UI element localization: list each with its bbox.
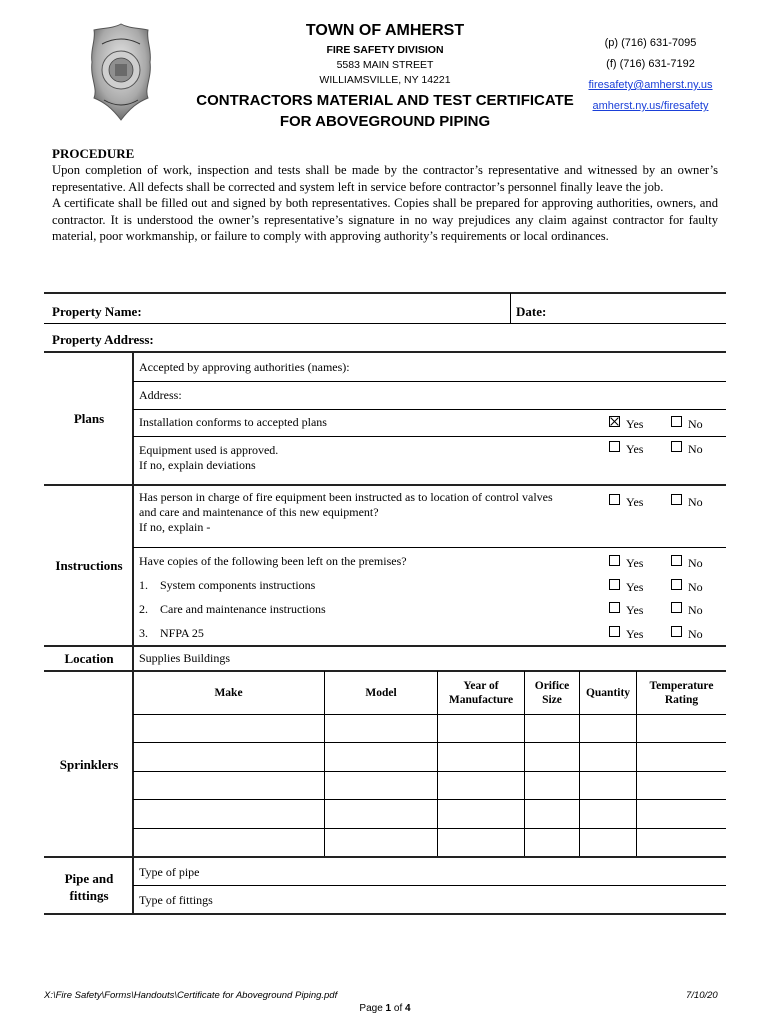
type-of-pipe-label: Type of pipe: [139, 865, 200, 879]
type-of-fittings-label: Type of fittings: [139, 893, 213, 907]
item-2-no-checkbox[interactable]: [671, 602, 682, 613]
form-title-line1: CONTRACTORS MATERIAL AND TEST CERTIFICATE: [196, 92, 574, 109]
item-1-text: System components instructions: [160, 578, 316, 592]
city-address: WILLIAMSVILLE, NY 14221: [319, 74, 451, 86]
conforms-label: Installation conforms to accepted plans: [139, 415, 327, 429]
copies-question: Have copies of the following been left on the premises?: [139, 554, 407, 568]
division-name: FIRE SAFETY DIVISION: [326, 44, 444, 56]
item-1-number: 1.: [139, 578, 148, 592]
sprinklers-section-label: Sprinklers: [59, 757, 119, 772]
page-prefix: Page: [359, 1003, 383, 1014]
street-address: 5583 MAIN STREET: [336, 59, 434, 71]
item-1-no-checkbox[interactable]: [671, 579, 682, 590]
location-section-label: Location: [64, 651, 114, 666]
page-total: 4: [405, 1003, 411, 1014]
no-label: No: [688, 627, 703, 641]
email-link[interactable]: firesafety@amherst.ny.us: [588, 79, 713, 91]
yes-label: Yes: [626, 556, 644, 570]
col-make: Make: [214, 687, 243, 699]
no-label: No: [688, 580, 703, 594]
item-1-yes-checkbox[interactable]: [609, 579, 620, 590]
phone-number: (p) (716) 631-7095: [604, 37, 697, 49]
col-year-line1: Year of: [463, 680, 499, 692]
conforms-no-checkbox[interactable]: [671, 416, 682, 427]
no-label: No: [688, 495, 703, 509]
col-year-line2: Manufacture: [448, 694, 514, 706]
item-2-text: Care and maintenance instructions: [160, 602, 326, 616]
inspector-badge-icon: [88, 22, 154, 122]
no-label: No: [688, 442, 703, 456]
no-label: No: [688, 603, 703, 617]
fax-number: (f) (716) 631-7192: [606, 58, 695, 70]
yes-label: Yes: [626, 495, 644, 509]
town-name: TOWN OF AMHERST: [305, 22, 465, 39]
footer-date: 7/10/20: [686, 990, 718, 1001]
procedure-paragraph-1: Upon completion of work, inspection and tests shall be made by the contractor’s representative and witnessed by an owner’s representative. All defects shall be corrected and system left in service before contractor’s personnel finally leave the job.: [52, 163, 718, 194]
col-orifice-line2: Size: [542, 694, 562, 706]
no-label: No: [688, 417, 703, 431]
item-2-number: 2.: [139, 602, 148, 616]
yes-label: Yes: [626, 603, 644, 617]
yes-label: Yes: [626, 442, 644, 456]
item-3-no-checkbox[interactable]: [671, 626, 682, 637]
item-3-yes-checkbox[interactable]: [609, 626, 620, 637]
copies-yes-checkbox[interactable]: [609, 555, 620, 566]
instructed-question-1: Has person in charge of fire equipment been instructed as to location of control valves: [139, 490, 553, 504]
website-link[interactable]: amherst.ny.us/firesafety: [592, 100, 709, 112]
property-address-label: Property Address:: [52, 332, 154, 347]
col-quantity: Quantity: [585, 687, 631, 699]
page-of: of: [393, 1003, 403, 1014]
procedure-section: [52, 146, 718, 244]
plans-section-label: Plans: [73, 411, 105, 426]
copies-no-checkbox[interactable]: [671, 555, 682, 566]
procedure-heading: PROCEDURE: [52, 146, 135, 161]
col-temp-line1: Temperature: [649, 680, 714, 692]
instructed-yes-checkbox[interactable]: [609, 494, 620, 505]
form-title-line2: FOR ABOVEGROUND PIPING: [279, 113, 491, 130]
page-indicator: [0, 1003, 770, 1014]
col-temp-line2: Rating: [664, 694, 699, 706]
page-current: 1: [385, 1003, 392, 1014]
date-label: Date:: [516, 304, 547, 319]
no-label: No: [688, 556, 703, 570]
pipe-section-label-2: fittings: [69, 888, 109, 903]
plans-address-label: Address:: [139, 388, 182, 402]
item-3-text: NFPA 25: [160, 626, 204, 640]
supplies-buildings-label: Supplies Buildings: [139, 651, 231, 665]
equipment-no-checkbox[interactable]: [671, 441, 682, 452]
instructed-no-checkbox[interactable]: [671, 494, 682, 505]
col-orifice-line1: Orifice: [534, 680, 570, 692]
accepted-by-label: Accepted by approving authorities (names):: [139, 360, 350, 374]
conforms-yes-checkbox[interactable]: [609, 416, 620, 427]
yes-label: Yes: [626, 417, 644, 431]
equipment-label-1: Equipment used is approved.: [139, 443, 279, 457]
item-3-number: 3.: [139, 626, 148, 640]
yes-label: Yes: [626, 627, 644, 641]
procedure-paragraph-2: A certificate shall be filled out and signed by both representatives. Copies shall be prepared for approving authorities, owners, and contractor. It is understood the owner’s representative’s signature in no way prejudices any claim against contractor for faulty material, poor workmanship, or failure to comply with approving authority’s requirements or local ordinances.: [52, 196, 718, 244]
yes-label: Yes: [626, 580, 644, 594]
instructed-question-2: and care and maintenance of this new equipment?: [139, 505, 379, 519]
footer-file-path: X:\Fire Safety\Forms\Handouts\Certificate for Aboveground Piping.pdf: [44, 990, 338, 1001]
item-2-yes-checkbox[interactable]: [609, 602, 620, 613]
instructions-section-label: Instructions: [55, 558, 123, 573]
col-model: Model: [365, 687, 397, 699]
pipe-section-label-1: Pipe and: [64, 871, 114, 886]
instructed-question-3: If no, explain -: [139, 520, 211, 534]
property-name-label: Property Name:: [52, 304, 142, 319]
equipment-label-2: If no, explain deviations: [139, 458, 256, 472]
equipment-yes-checkbox[interactable]: [609, 441, 620, 452]
